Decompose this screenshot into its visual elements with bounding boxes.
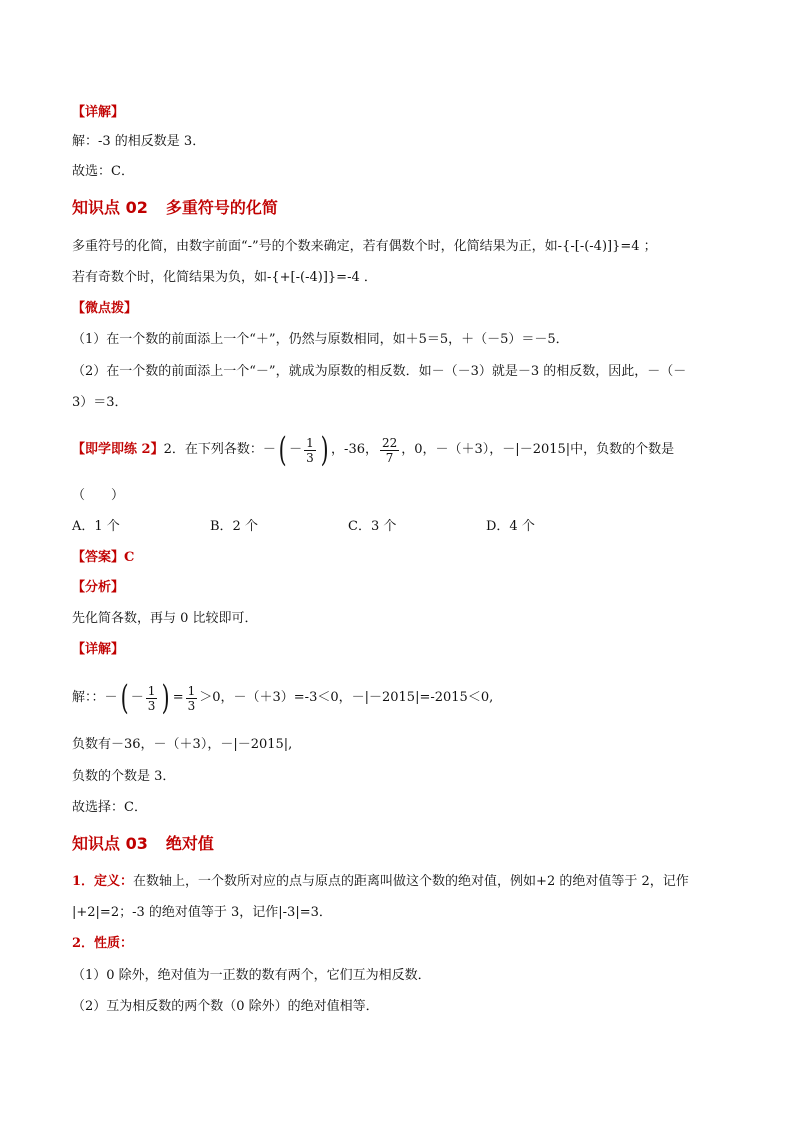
negatives-list: 负数有－36，－（＋3），－|－2015|, (72, 737, 293, 752)
neg-sign: － (130, 690, 144, 705)
definition-line (72, 872, 689, 892)
answer-label: 【答案】C (72, 550, 135, 565)
fraction: $\frac{1}{3}$ (306, 435, 314, 465)
tip-label: 【微点拨】 (72, 301, 138, 316)
solution-text: 解：-3 的相反数是 3． (72, 134, 206, 149)
question-stem-prefix: 2．在下列各数：－ (163, 442, 276, 457)
question-stem-mid: ，-36， (331, 442, 378, 457)
choice-text: 故选：C． (72, 164, 134, 179)
analysis-text: 先化简各数，再与 0 比较即可． (72, 611, 258, 626)
section-heading-kp03 (72, 834, 214, 854)
paragraph-line: 多重符号的化简，由数字前面“-”号的个数来确定，若有偶数个时，化简结果为正，如-{-[-(-4)]}=4 ； (72, 239, 657, 254)
option-d: D．4 个 (486, 519, 535, 534)
property-item: （1）0 除外，绝对值为一正数的数有两个，它们互为相反数． (72, 968, 431, 983)
definition-label: 1．定义： (72, 874, 134, 889)
analysis-label: 【分析】 (72, 580, 125, 595)
fraction: $\frac{22}{7}$ (381, 435, 398, 465)
detail-label: 【详解】 (72, 105, 125, 120)
option-a: A．1 个 (72, 519, 120, 534)
options-row (72, 517, 624, 537)
section-heading-kp02 (72, 198, 278, 218)
tip-item-continuation: 3）＝3． (72, 395, 128, 410)
solution-equation (72, 676, 493, 720)
negatives-count: 负数的个数是 3． (72, 769, 176, 784)
option-c: C．3 个 (348, 519, 397, 534)
tip-item: （1）在一个数的前面添上一个“＋”，仍然与原数相同，如＋5＝5，＋（－5）＝－5． (72, 332, 569, 347)
choice-text: 故选择：C． (72, 800, 147, 815)
left-paren: ( (278, 430, 287, 470)
right-paren: ) (162, 678, 171, 718)
property-label: 2．性质： (72, 936, 134, 951)
section-number: 知识点 03 (72, 834, 148, 853)
section-number: 知识点 02 (72, 198, 148, 217)
definition-text: 在数轴上，一个数所对应的点与原点的距离叫做这个数的绝对值，例如+2 的绝对值等于 2，记作 (133, 874, 689, 889)
equals-sign: = (172, 690, 184, 705)
paragraph-line: 若有奇数个时，化简结果为负，如-{+[-(-4)]}=-4 ． (72, 270, 377, 285)
practice-question (72, 428, 674, 472)
option-b: B．2 个 (210, 519, 258, 534)
section-title: 多重符号的化简 (165, 198, 278, 217)
tip-item: （2）在一个数的前面添上一个“－”，就成为原数的相反数．如－（－3）就是－3 的相反数，因此，－（－ (72, 364, 687, 379)
answer-blank: （ ） (72, 488, 125, 503)
question-stem-suffix: ，0，－（＋3），－|－2015|中，负数的个数是 (401, 442, 675, 457)
neg-sign: － (289, 442, 303, 457)
left-paren: ( (120, 678, 129, 718)
fraction: $\frac{1}{3}$ (187, 683, 196, 713)
practice-label: 【即学即练 2】 (72, 442, 164, 457)
definition-continuation: |+2|=2；-3 的绝对值等于 3，记作|-3|=3． (72, 905, 332, 920)
solution-prefix: 解：：－ (72, 690, 118, 705)
section-title: 绝对值 (165, 834, 214, 853)
property-item: （2）互为相反数的两个数（0 除外）的绝对值相等． (72, 999, 379, 1014)
solution-rest: ＞0，－（＋3）=-3＜0，－|－2015|=-2015＜0, (199, 690, 494, 705)
fraction: $\frac{1}{3}$ (147, 683, 156, 713)
detail-label: 【详解】 (72, 642, 125, 657)
right-paren: ) (320, 430, 329, 470)
